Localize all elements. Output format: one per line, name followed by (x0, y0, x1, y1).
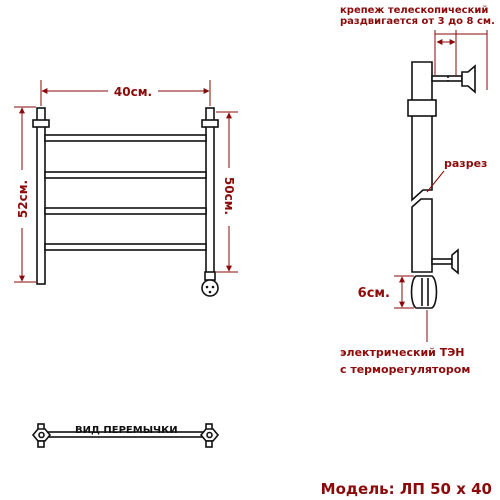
height-outer-label: 52см. (16, 179, 30, 219)
lower-wall-flange (452, 250, 458, 273)
mount-note-line1: крепеж телескопический (340, 5, 489, 16)
cut-label: разрез (444, 157, 488, 170)
side-pipe-lower (412, 199, 432, 272)
crossbar-4 (45, 244, 206, 250)
model-label: Модель: ЛП 50 х 40 (320, 480, 492, 498)
heater-body-front (205, 272, 215, 280)
side-heater (412, 276, 437, 308)
right-riser-pipe (206, 108, 214, 278)
side-pipe-upper (412, 62, 432, 200)
heater-height-label: 6см. (357, 286, 390, 301)
heater-note-line2: с терморегулятором (340, 363, 471, 376)
mount-note-line2: раздвигается от 3 до 8 см. (340, 16, 495, 27)
side-view (408, 62, 475, 308)
crossbar-2 (45, 172, 206, 178)
crossbar-1 (45, 135, 206, 141)
crossbar-left-nut (33, 429, 50, 441)
crossbar-view-label: ВИД ПЕРЕМЫЧКИ (75, 425, 178, 436)
heater-connector (202, 280, 218, 296)
lower-mount-arm (432, 259, 452, 264)
crossbar-3 (45, 208, 206, 214)
upper-wall-flange (462, 66, 475, 92)
upper-mount-arm (432, 76, 462, 81)
left-top-bracket (33, 120, 49, 127)
height-inner-label: 50см. (222, 176, 236, 216)
right-top-bracket (202, 120, 218, 127)
left-riser-pipe (37, 108, 45, 284)
front-view (33, 108, 218, 296)
heater-note-line1: электрический ТЭН (340, 346, 465, 359)
crossbar-right-nut (201, 429, 218, 441)
side-collar (408, 100, 436, 116)
width-label: 40см. (113, 85, 153, 99)
